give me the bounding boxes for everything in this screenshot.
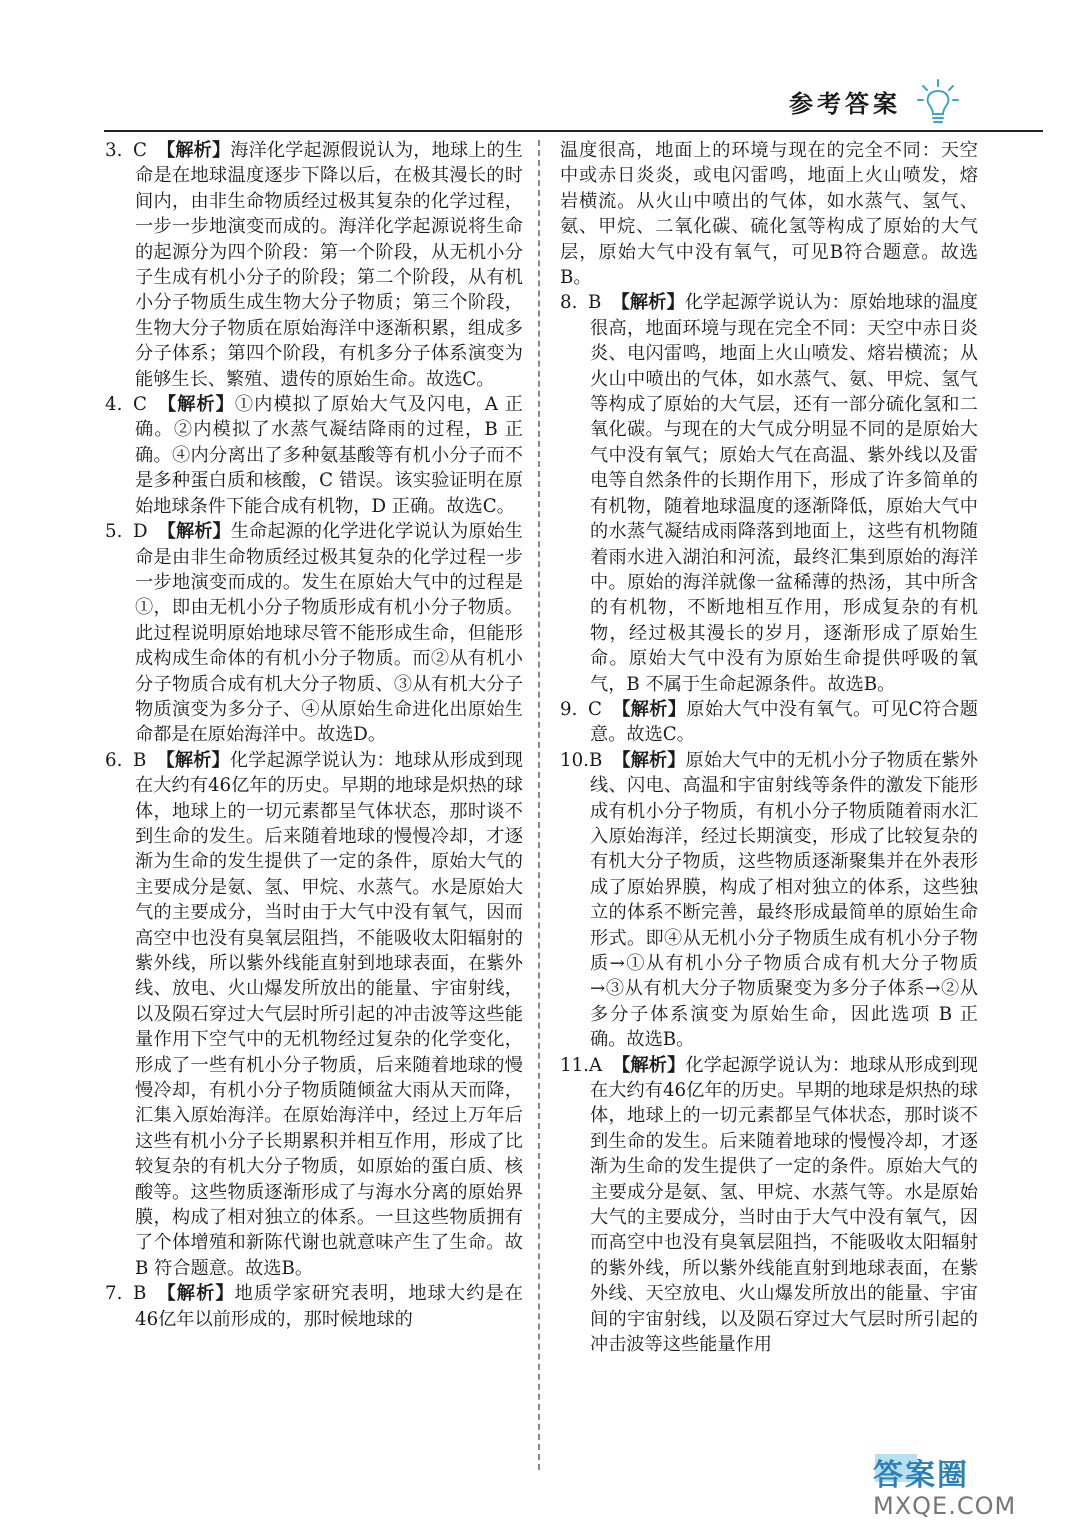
analysis-tag: 【解析】 xyxy=(156,140,231,161)
answer-item xyxy=(105,392,523,519)
answer-item xyxy=(105,748,523,1282)
page-title: 参考答案 xyxy=(789,90,901,118)
watermark xyxy=(873,1450,1053,1528)
right-column xyxy=(560,138,978,1358)
continued-explanation: 温度很高，地面上的环境与现在的完全不同：天空中或赤日炎炎，或电闪雷鸣，地面上火山喷发，熔岩横流。从火山中喷出的气体，如水蒸气、氢气、氨、甲烷、二氧化碳、硫化氢等构成了原始的大气层，原始大气中没有氧气，可见B符合题意。故选B。 xyxy=(560,140,978,289)
analysis-tag: 【解析】 xyxy=(612,749,686,771)
explanation-text: 生命起源的化学进化学说认为原始生命是由非生命物质经过极其复杂的化学过程一步一步地演变而成的。发生在原始大气中的过程是①，即由无机小分子物质形成有机小分子物质。此过程说明原始地球尽管不能形成生命，但能形成构成生命体的有机小分子物质。而②从有机小分子物质合成有机大分子物质、③从有机大分子物质演变为多分子、④从原始生命进化出原始生命都是在原始海洋中。故选D。 xyxy=(135,521,523,746)
analysis-tag: 【解析】 xyxy=(612,1054,686,1076)
page-header xyxy=(0,78,1083,130)
question-number: 11. xyxy=(560,1054,589,1076)
explanation-text: 原始大气中没有氧气。可见C符合题意。故选C。 xyxy=(590,698,978,746)
answer-letter: C xyxy=(588,698,602,720)
watermark-url: MXQE.COM xyxy=(873,1492,1017,1520)
left-column xyxy=(105,138,523,1332)
question-number: 5. xyxy=(105,521,123,543)
explanation-text: 原始大气中的无机小分子物质在紫外线、闪电、高温和宇宙射线等条件的激发下能形成有机小分子物质，有机小分子物质随着雨水汇入原始海洋，经过长期演变，形成了比较复杂的有机大分子物质，这些物质逐渐聚集并在外表形成了原始界膜，构成了相对独立的体系，这些独立的体系不断完善，最终形成最简单的原始生命形式。即④从无机小分子物质生成有机小分子物质→①从有机小分子物质合成有机大分子物质→③从有机大分子物质聚变为多分子体系→②从多分子体系演变为原始生命，因此选项 B 正确。故选B。 xyxy=(590,749,978,1051)
answer-letter: C xyxy=(133,394,147,416)
explanation-text: 化学起源学说认为：原始地球的温度很高，地面环境与现在完全不同：天空中赤日炎炎、电闪雷鸣，地面上火山喷发、熔岩横流；从火山中喷出的气体，如水蒸气、氨、甲烷、氢气等构成了原始的大气层，还有一部分硫化氢和二氧化碳。与现在的大气成分明显不同的是原始大气中没有氧气；原始大气在高温、紫外线以及雷电等自然条件的长期作用下，形成了许多简单的有机物，随着地球温度的逐渐降低，原始大气中的水蒸气凝结成雨降落到地面上，这些有机物随着雨水进入湖泊和河流，最终汇集到原始的海洋中。原始的海洋就像一盆稀薄的热汤，其中所含的有机物，不断地相互作用，形成复杂的有机物，经过极其漫长的岁月，逐渐形成了原始生命。原始大气中没有为原始生命提供呼吸的氧气，B 不属于生命起源条件。故选B。 xyxy=(590,292,978,695)
answer-item xyxy=(560,290,978,697)
question-number: 6. xyxy=(105,749,123,771)
column-divider xyxy=(538,140,540,1470)
analysis-tag: 【解析】 xyxy=(157,521,231,543)
answer-item xyxy=(105,1281,523,1332)
explanation-text: 化学起源学说认为：地球从形成到现在大约有46亿年的历史。早期的地球是炽热的球体，地球上的一切元素都呈气体状态，那时谈不到生命的发生。后来随着地球的慢慢冷却，才逐渐为生命的发生提供了一定的条件。原始大气的主要成分是氨、氢、甲烷、水蒸气等。水是原始大气的主要成分，当时由于大气中没有氧气，因而高空中也没有臭氧层阻挡，不能吸收太阳辐射的紫外线，所以紫外线能直射到地球表面，在紫外线、天空放电、火山爆发所放出的能量、宇宙间的宇宙射线，以及陨石穿过大气层时所引起的冲击波等这些能量作用 xyxy=(590,1054,978,1356)
answer-letter: A xyxy=(588,1054,603,1076)
question-number: 9. xyxy=(560,698,578,720)
watermark-logo: 答案圈 xyxy=(873,1458,969,1493)
question-number: 3. xyxy=(105,140,123,161)
explanation-text: ①内模拟了原始大气及闪电，A 正确。②内模拟了水蒸气凝结降雨的过程，B 正确。④内分离出了多种氨基酸等有机小分子而不是多种蛋白质和核酸，C 错误。该实验证明在原始地球条件下能合成有机物，D 正确。故选C。 xyxy=(135,394,523,517)
analysis-tag: 【解析】 xyxy=(611,698,687,720)
question-number: 7. xyxy=(105,1283,123,1305)
answer-item xyxy=(105,519,523,748)
analysis-tag: 【解析】 xyxy=(156,1283,235,1305)
answer-item xyxy=(560,748,978,1053)
explanation-text: 地质学家研究表明，地球大约是在46亿年以前形成的，那时候地球的 xyxy=(135,1283,523,1330)
answer-letter: B xyxy=(588,749,603,771)
answer-letter: C xyxy=(133,140,147,161)
lightbulb-icon xyxy=(915,78,961,128)
analysis-tag: 【解析】 xyxy=(156,749,230,771)
header-rule xyxy=(104,130,1043,132)
analysis-tag: 【解析】 xyxy=(156,394,235,416)
answer-letter: B xyxy=(588,292,602,314)
answer-item xyxy=(560,697,978,748)
answer-letter: D xyxy=(133,521,148,543)
answer-item xyxy=(560,1053,978,1358)
question-number: 10. xyxy=(560,749,589,771)
answer-letter: B xyxy=(133,1283,147,1305)
answer-list xyxy=(105,138,523,1332)
question-number: 8. xyxy=(560,292,578,314)
question-number: 4. xyxy=(105,394,123,416)
explanation-text: 化学起源学说认为：地球从形成到现在大约有46亿年的历史。早期的地球是炽热的球体，地球上的一切元素都呈气体状态，那时谈不到生命的发生。后来随着地球的慢慢冷却，才逐渐为生命的发生提供了一定的条件，原始大气的主要成分是氨、氢、甲烷、水蒸气。水是原始大气的主要成分，当时由于大气中没有氧气，因而高空中也没有臭氧层阻挡，不能吸收太阳辐射的紫外线，所以紫外线能直射到地球表面，在紫外线、放电、火山爆发所放出的能量、宇宙射线，以及陨石穿过大气层时所引起的冲击波等这些能量作用下空气中的无机物经过复杂的化学变化，形成了一些有机小分子物质，后来随着地球的慢慢冷却，有机小分子物质随倾盆大雨从天而降，汇集入原始海洋。在原始海洋中，经过上万年后这些有机小分子长期累积并相互作用，形成了比较复杂的有机大分子物质，如原始的蛋白质、核酸等。这些物质逐渐形成了与海水分离的原始界膜，构成了相对独立的体系。一旦这些物质拥有了个体增殖和新陈代谢也就意味产生了生命。故 B 符合题意。故选B。 xyxy=(135,749,523,1279)
analysis-tag: 【解析】 xyxy=(611,292,685,314)
answer-item xyxy=(105,138,523,392)
explanation-text: 海洋化学起源假说认为，地球上的生命是在地球温度逐步下降以后，在极其漫长的时间内，由非生命物质经过极其复杂的化学过程，一步一步地演变而成的。海洋化学起源说将生命的起源分为四个阶段：第一个阶段，从无机小分子生成有机小分子的阶段；第二个阶段，从有机小分子物质生成生物大分子物质；第三个阶段，生物大分子物质在原始海洋中逐渐积累，组成多分子体系；第四个阶段，有机多分子体系演变为能够生长、繁殖、遗传的原始生命。故选C。 xyxy=(135,140,523,390)
answer-list xyxy=(560,290,978,1357)
answer-letter: B xyxy=(133,749,147,771)
